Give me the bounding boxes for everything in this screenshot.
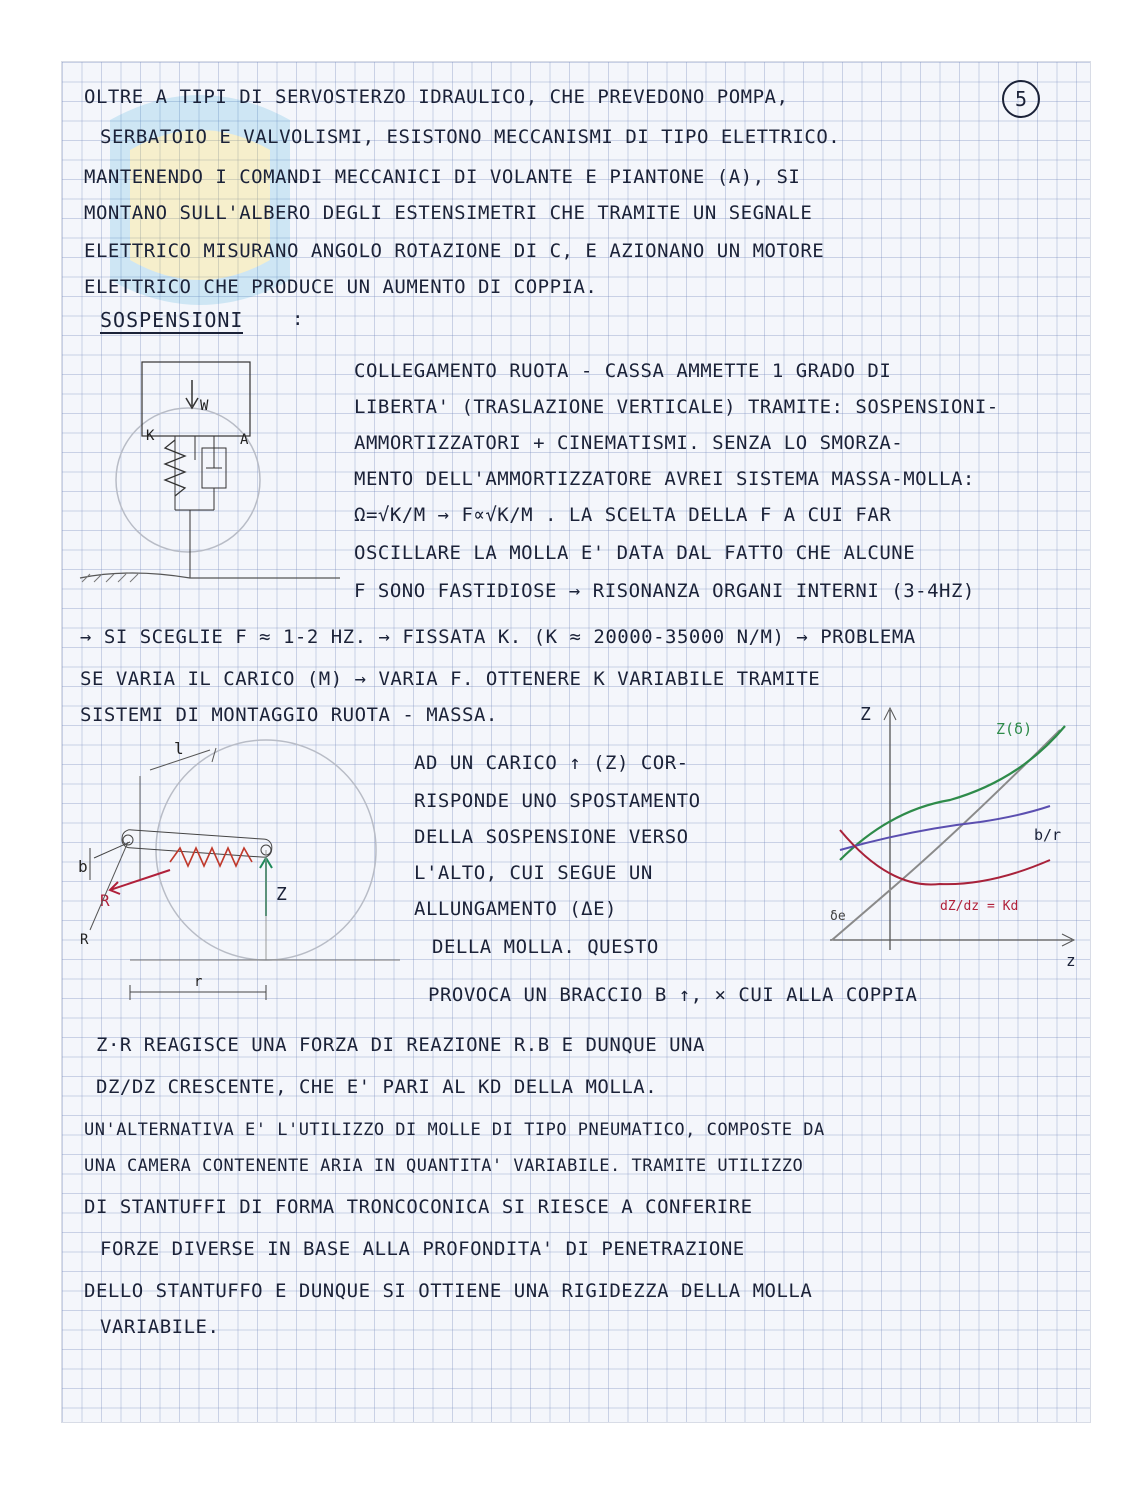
text-line: UN'ALTERNATIVA E' L'UTILIZZO DI MOLLE DI TIPO PNEUMATICO, COMPOSTE DA [84, 1120, 825, 1140]
text-line: AMMORTIZZATORI + CINEMATISMI. SENZA LO SMORZA- [354, 432, 904, 454]
text-line: PROVOCA UN BRACCIO B ↑, × CUI ALLA COPPIA [428, 984, 918, 1006]
text-line: SE VARIA IL CARICO (M) → VARIA F. OTTENERE K VARIABILE TRAMITE [80, 668, 821, 690]
stiffness-chart [810, 690, 1080, 980]
suspension-diagram [70, 340, 350, 610]
label-a: A [240, 432, 249, 448]
text-line: ELETTRICO MISURANO ANGOLO ROTAZIONE DI C, E AZIONANO UN MOTORE [84, 240, 825, 262]
label-w: W [200, 398, 209, 414]
text-line: SERBATOIO E VALVOLISMI, ESISTONO MECCANISMI DI TIPO ELETTRICO. [100, 126, 841, 148]
heading-colon: : [292, 308, 304, 330]
text-line: F SONO FASTIDIOSE → RISONANZA ORGANI INTERNI (3-4HZ) [354, 580, 975, 602]
series-z-delta [840, 726, 1065, 860]
text-line: Ω=√K/M → F∝√K/M . LA SCELTA DELLA F A CUI FAR [354, 504, 892, 526]
series-b-over-r [840, 806, 1050, 850]
legend-b-over-r: b/r [1034, 826, 1062, 844]
text-line: UNA CAMERA CONTENENTE ARIA IN QUANTITA' VARIABILE. TRAMITE UTILIZZO [84, 1156, 804, 1176]
text-line: DZ/DZ CRESCENTE, CHE E' PARI AL KD DELLA MOLLA. [96, 1076, 658, 1098]
label-k: K [146, 428, 155, 444]
x-axis-label: z [1066, 951, 1076, 970]
text-line: L'ALTO, CUI SEGUE UN [414, 862, 653, 884]
series-kd [840, 830, 1050, 885]
text-line: COLLEGAMENTO RUOTA - CASSA AMMETTE 1 GRADO DI [354, 360, 892, 382]
text-line: → SI SCEGLIE F ≈ 1-2 HZ. → FISSATA K. (K ≈ 20000-35000 N/M) → PROBLEMA [80, 626, 916, 648]
text-line: OSCILLARE LA MOLLA E' DATA DAL FATTO CHE ALCUNE [354, 542, 916, 564]
text-line: Z·R REAGISCE UNA FORZA DI REAZIONE R.B E DUNQUE UNA [96, 1034, 705, 1056]
text-line: DELLO STANTUFFO E DUNQUE SI OTTIENE UNA RIGIDEZZA DELLA MOLLA [84, 1280, 813, 1302]
text-line: ALLUNGAMENTO (ΔE) [414, 898, 617, 920]
text-line: DI STANTUFFI DI FORMA TRONCOCONICA SI RIESCE A CONFERIRE [84, 1196, 753, 1218]
legend-kd: dZ/dz = Kd [940, 899, 1019, 914]
y-axis-label: Z [860, 704, 871, 725]
legend-delta-e: δe [830, 909, 846, 924]
text-line: ELETTRICO CHE PRODUCE UN AUMENTO DI COPPIA. [84, 276, 598, 298]
text-line: OLTRE A TIPI DI SERVOSTERZO IDRAULICO, CHE PREVEDONO POMPA, [84, 86, 789, 108]
label-r-radius: r [194, 974, 203, 990]
text-line: SISTEMI DI MONTAGGIO RUOTA - MASSA. [80, 704, 498, 726]
page-number: 5 [1002, 80, 1040, 118]
text-line: MANTENENDO I COMANDI MECCANICI DI VOLANTE E PIANTONE (A), SI [84, 166, 801, 188]
text-line: LIBERTA' (TRASLAZIONE VERTICALE) TRAMITE: SOSPENSIONI- [354, 396, 999, 418]
lever-diagram [70, 730, 410, 1020]
text-line: VARIABILE. [100, 1316, 220, 1338]
label-z: Z [276, 884, 287, 905]
text-line: MENTO DELL'AMMORTIZZATORE AVREI SISTEMA MASSA-MOLLA: [354, 468, 975, 490]
label-r: R [80, 932, 89, 948]
label-b: b [78, 857, 88, 876]
section-heading: SOSPENSIONI [100, 308, 244, 332]
label-r-red: R [100, 891, 110, 910]
text-line: MONTANO SULL'ALBERO DEGLI ESTENSIMETRI CHE TRAMITE UN SEGNALE [84, 202, 813, 224]
text-line: DELLA SOSPENSIONE VERSO [414, 826, 689, 848]
label-l: l [174, 739, 184, 758]
text-line: DELLA MOLLA. QUESTO [432, 936, 659, 958]
text-line: AD UN CARICO ↑ (Z) COR- [414, 752, 689, 774]
legend-z-delta: Z(δ) [996, 720, 1033, 738]
text-line: RISPONDE UNO SPOSTAMENTO [414, 790, 701, 812]
text-line: FORZE DIVERSE IN BASE ALLA PROFONDITA' DI PENETRAZIONE [100, 1238, 745, 1260]
